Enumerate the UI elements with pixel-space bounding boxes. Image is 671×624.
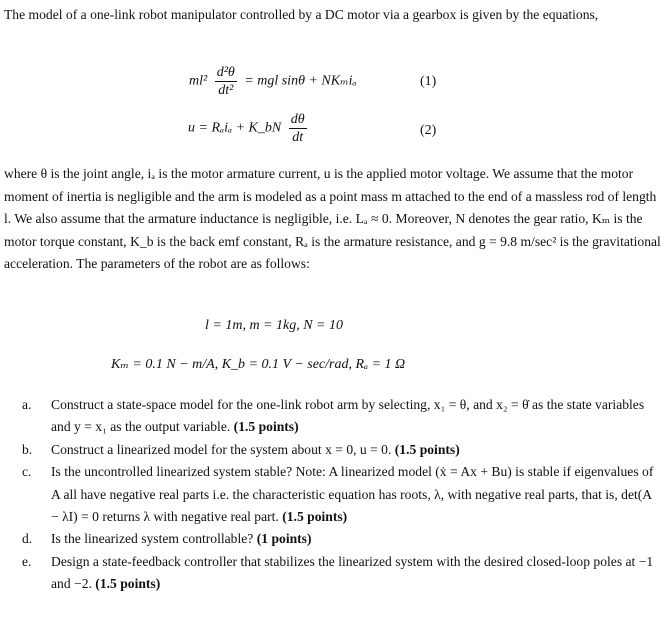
question-list <box>22 394 662 596</box>
eq1-frac-num: d²θ <box>216 65 235 80</box>
equation-1 <box>189 64 357 99</box>
question-points: (1.5 points) <box>394 441 460 457</box>
eq2-fraction <box>289 111 307 146</box>
question-text: Construct a state-space model for the one-link robot arm by selecting, x₁ = θ, and x₂ = θ̇ as the state variables and y = x₁ as the output variable. <box>51 397 645 435</box>
question-label: b. <box>22 441 33 457</box>
question-text: Construct a linearized model for the system about x = 0, u = 0. <box>51 441 392 457</box>
intro-paragraph: The model of a one-link robot manipulator controlled by a DC motor via a gearbox is given by the equations, <box>4 7 599 22</box>
eq1-fraction <box>215 64 237 99</box>
eq2-frac-den: dt <box>292 130 304 145</box>
question-a <box>22 394 662 439</box>
question-d <box>22 528 662 550</box>
question-points: (1.5 points) <box>282 509 348 525</box>
question-text: Is the linearized system controllable? <box>51 531 254 547</box>
question-points: (1.5 points) <box>95 576 161 592</box>
question-e <box>22 551 662 596</box>
question-b <box>22 439 662 461</box>
parameters-row-2: Kₘ = 0.1 N − m/A, K_b = 0.1 V − sec/rad, Rₐ = 1 Ω <box>111 357 406 372</box>
description-paragraph: where θ is the joint angle, iₐ is the motor armature current, u is the applied motor voltage. We assume that the motor moment of inertia is negligible and the arm is modeled as a point mass m attached to the end of a massless rod of length l. We also assume that the armature inductance is negligible, i.e. Lₐ ≈ 0. Moreover, N denotes the gear ratio, Kₘ is the motor torque constant, K_b is the back emf constant, Rₐ is the armature resistance, and g = 9.8 m/sec² is the gravitational acceleration. The parameters of the robot are as follows: <box>4 166 661 271</box>
question-text: Design a state-feedback controller that stabilizes the linearized system with the desired closed-loop poles at −1 and −2. <box>51 553 654 592</box>
eq2-number: (2) <box>420 123 437 138</box>
eq1-number: (1) <box>420 74 437 89</box>
question-label: e. <box>22 553 32 569</box>
eq1-frac-den: dt² <box>218 83 234 98</box>
parameters-row-1: l = 1m, m = 1kg, N = 10 <box>205 318 344 333</box>
eq1-rhs: = mgl sinθ + NKₘiₐ <box>244 73 357 89</box>
eq2-lhs: u = Rₐiₐ + K_bN <box>188 120 282 136</box>
question-text: Is the uncontrolled linearized system stable? Note: A linearized model (ẋ = Ax + Bu) is stable if eigenvalues of A all have negative real parts i.e. the characteristic equation has roots, λ, with negative real parts, that is, det(A − λI) = 0 returns λ with negative real part. <box>51 464 654 525</box>
question-label: a. <box>22 397 32 412</box>
question-points: (1 points) <box>256 531 312 547</box>
question-c <box>22 461 662 528</box>
eq1-lhs-coeff: ml² <box>189 73 208 89</box>
equation-2 <box>188 111 311 146</box>
question-points: (1.5 points) <box>233 419 299 435</box>
question-label: d. <box>22 531 33 547</box>
eq2-frac-num: dθ <box>290 112 305 127</box>
question-label: c. <box>22 464 32 480</box>
